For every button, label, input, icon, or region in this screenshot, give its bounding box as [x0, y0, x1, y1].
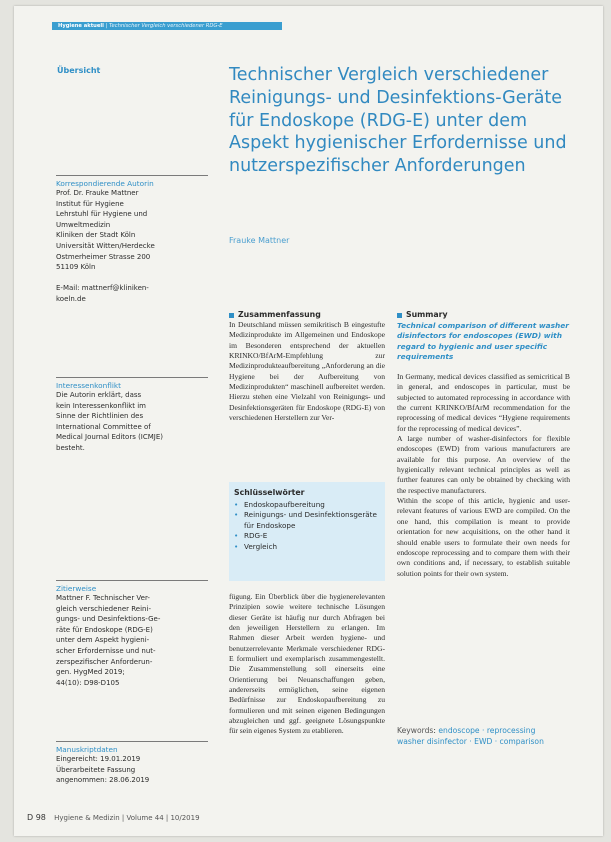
bullet-icon: • — [234, 541, 239, 551]
citation-body: Mattner F. Technischer Ver- gleich verschiedener Reini- gungs- und Desinfektions-Ge- räte für Endoskope (RDG-E) unter dem Aspekt hygieni- scher Erfordernisse und nut- zerspezifischer Anforderun- gen. HygMed 2019; 44(10): D98-D105 — [56, 594, 161, 687]
summary-text: In Germany, medical devices classified as semicritical B in general, and endoscopes in particular, must be subjected to automated reprocessing in accordance with the current KRINKO/BfArM recommendation for the reprocessing of medical devices “Hygiene requirements for the reprocessing of medical devices”. A large number of washer-disinfectors for flexible endoscopes (EWD) from various manufacturers are available for this purpose. An overview of the hygienically relevant technical principles as well as further features can only be obtained by checking with the respective manufacturers. Within the scope of this article, hygienic and user-relevant features of various EWD are compiled. On the one hand, this compilation is meant to provide orientation for new acquisitions, on the other hand it should enable users to formulate their own needs for endoscope reprocessing and to compare them with their own conditions and, if necessary, to establish suitable solution points for their own system. — [397, 372, 570, 578]
keywords-line1: endoscope · reprocessing — [438, 726, 536, 735]
manuscript-box — [56, 741, 208, 786]
zusammenfassung-heading-text: Zusammenfassung — [238, 310, 321, 319]
header-section: Hygiene aktuell — [58, 23, 104, 29]
journal-info: Hygiene & Medizin | Volume 44 | 10/2019 — [54, 814, 200, 822]
list-item — [234, 510, 385, 531]
article-title: Technischer Vergleich verschiedener Reinigungs- und Desinfektions-Geräte für Endoskope (RDG-E) unter dem Aspekt hygienischer Erfordernisse und nutzerspezifischer Anforderungen — [229, 65, 567, 177]
header-breadcrumb: Hygiene aktuell | Technischer Vergleich verschiedener RDG-E — [58, 23, 223, 29]
page-number: D 98 — [27, 813, 46, 822]
correspondence-box — [56, 175, 208, 305]
article-author: Frauke Mattner — [229, 236, 290, 245]
keywords-label: Keywords — [397, 726, 434, 735]
list-item — [234, 542, 385, 552]
keyword-text: Reinigungs- und Desinfektionsgeräte für Endoskope — [244, 510, 377, 530]
citation-label: Zitierweise — [56, 584, 97, 593]
page-footer — [27, 813, 200, 822]
list-item — [234, 500, 385, 510]
bullet-icon: • — [234, 500, 239, 509]
header-breadcrumb-text: Technischer Vergleich verschiedener RDG-E — [109, 23, 223, 29]
correspondence-label: Korrespondierende Autorin — [56, 179, 154, 188]
keyword-text: Endoskopaufbereitung — [244, 500, 325, 509]
summary-heading-text: Summary — [406, 310, 448, 319]
schluesselwoerter-box — [229, 482, 385, 581]
header-bar — [52, 22, 282, 30]
zusammenfassung-continuation: fügung. Ein Überblick über die hygienerelevanten Prinzipien sowie weitere technische Lösungen dieser Geräte ist häufig nur durch Abfragen bei den jeweiligen Herstellern zu erlangen. Im Rahmen dieser Arbeit werden hygiene- und benutzerrelevante Merkmale verschiedener RDG-E formuliert und exemplarisch zusammengestellt. Die Zusammenstellung soll einerseits eine Orientierung bei Neuanschaffungen geben, andererseits ermöglichen, seine eigenen Bedürfnisse zur Endoskopaufbereitung zu formulieren und mit seinen eigenen Bedingungen abzugleichen und ggf. geeignete Lösungspunkte für sein eigenes System zu etablieren. — [229, 592, 385, 736]
conflict-body: Die Autorin erklärt, dass kein Interessenkonflikt im Sinne der Richtlinien des International Committee of Medical Journal Editors (ICMJE) besteht. — [56, 391, 164, 452]
zusammenfassung-text: In Deutschland müssen semikritisch B eingestufte Medizinprodukte im Allgemeinen und Endoskope im Besonderen entsprechend der aktuellen KRINKO/BfArM-Empfehlung zur Medizinprodukteaufbereitung „Anforderung an die Hygiene bei der Aufbereitung von Medizinprodukten“ maschinell aufbereitet werden. Hierzu stehen eine Vielzahl von Reinigungs- und Desinfektionsgeräten für Endoskope (RDG-E) von verschiedenen Herstellern zur Ver- — [229, 320, 385, 423]
keywords-block: Keywords: endoscope · reprocessing washer disinfector · EWD · comparison — [397, 726, 544, 746]
square-bullet-icon — [397, 313, 402, 318]
keyword-text: RDG-E — [244, 531, 268, 541]
bullet-icon: • — [234, 531, 239, 541]
sidebar-heading: Übersicht — [57, 66, 101, 75]
zusammenfassung-heading — [229, 310, 321, 319]
summary-heading — [397, 310, 448, 319]
schluesselwoerter-title: Schlüsselwörter — [234, 488, 305, 497]
square-bullet-icon — [229, 313, 234, 318]
manuscript-label: Manuskriptdaten — [56, 745, 118, 754]
list-item — [234, 531, 385, 541]
keywords-line2: washer disinfector · EWD · comparison — [397, 737, 544, 746]
conflict-label: Interessenkonflikt — [56, 381, 121, 390]
summary-subtitle: Technical comparison of different washer disinfectors for endoscopes (EWD) with regard to hygienic and user specific requirements — [397, 321, 569, 361]
schluesselwoerter-list — [229, 500, 385, 552]
manuscript-body: Eingereicht: 19.01.2019 Überarbeitete Fassung angenommen: 28.06.2019 — [56, 755, 150, 785]
conflict-box — [56, 377, 208, 454]
citation-box — [56, 580, 208, 688]
bullet-icon: • — [234, 510, 239, 520]
keyword-text: Vergleich — [244, 541, 278, 551]
correspondence-body: Prof. Dr. Frauke Mattner Institut für Hygiene Lehrstuhl für Hygiene und Umweltmedizin Kliniken der Stadt Köln Universität Witten/Herdecke Ostmerheimer Strasse 200 51109 Köln E-Mail: mattnerf@kliniken- koeln.de — [56, 189, 155, 303]
